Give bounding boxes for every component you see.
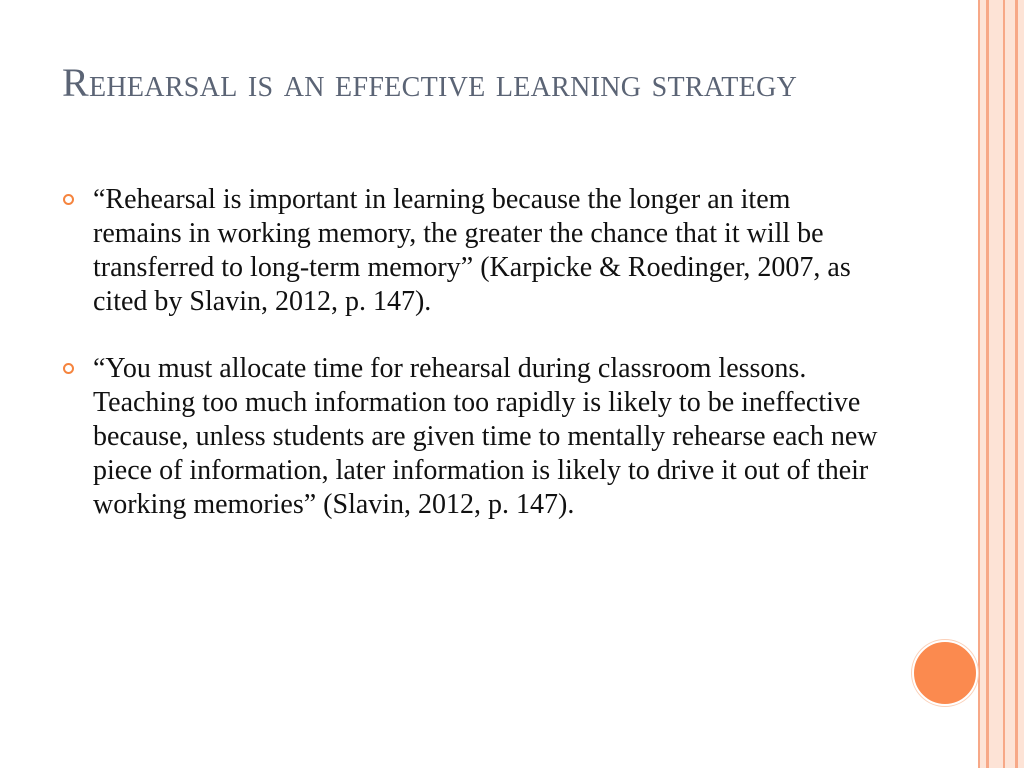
bullet-item-1 bbox=[62, 183, 882, 319]
bullet-list bbox=[62, 183, 882, 522]
bullet-item-2 bbox=[62, 352, 882, 522]
rail-line bbox=[986, 0, 989, 768]
hollow-circle-bullet-icon bbox=[63, 363, 74, 374]
bullet-text: “You must allocate time for rehearsal during classroom lessons. Teaching too much information too rapidly is likely to be ineffective because, unless students are given time to mentally rehearse each new piece of information, later information is likely to drive it out of their working memories” (Slavin, 2012, p. 147). bbox=[93, 353, 878, 520]
rail-line bbox=[1015, 0, 1018, 768]
decorative-circle bbox=[912, 640, 978, 706]
rail-line bbox=[1003, 0, 1005, 768]
slide-title: Rehearsal is an effective learning strategy bbox=[62, 60, 798, 105]
hollow-circle-bullet-icon bbox=[63, 194, 74, 205]
rail-line bbox=[978, 0, 980, 768]
bullet-text: “Rehearsal is important in learning because the longer an item remains in working memory, the greater the chance that it will be transferred to long-term memory” (Karpicke & Roedinger, 2007, as cited by Slavin, 2012, p. 147). bbox=[93, 184, 851, 317]
